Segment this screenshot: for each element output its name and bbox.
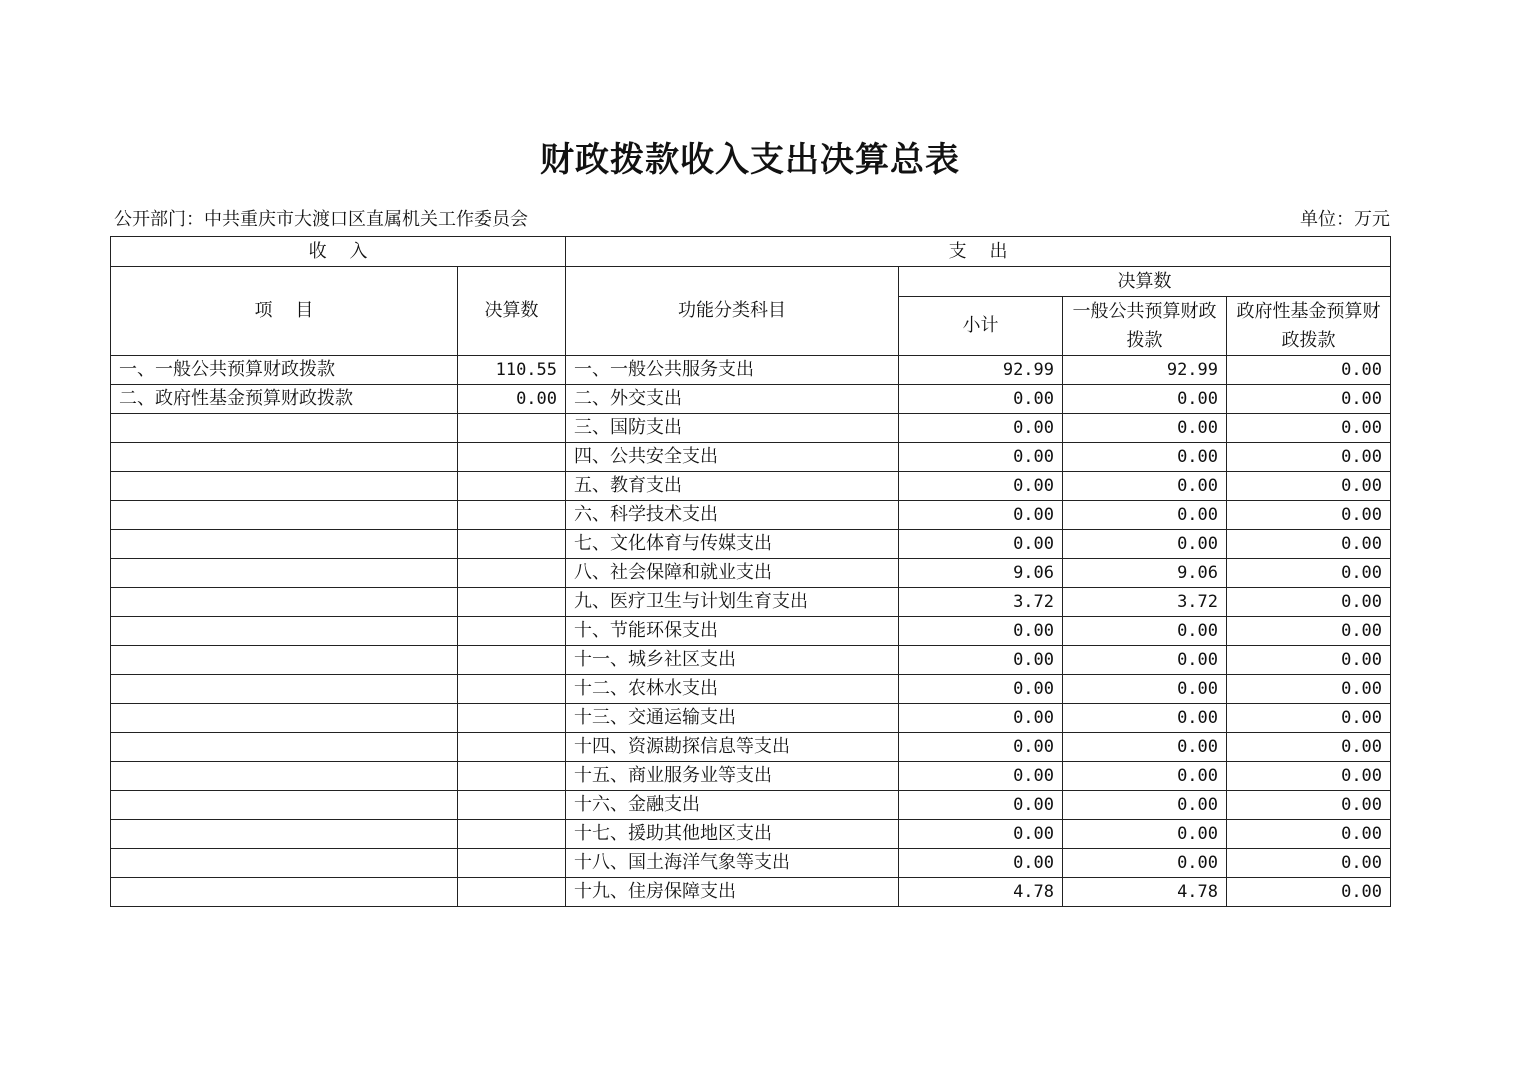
- expense-subtotal-cell: 0.00: [899, 704, 1063, 733]
- expense-general-cell: 0.00: [1063, 733, 1227, 762]
- expense-fund-cell: 0.00: [1227, 356, 1391, 385]
- income-amount-cell: [458, 530, 566, 559]
- expense-subtotal-cell: 9.06: [899, 559, 1063, 588]
- expense-general-cell: 0.00: [1063, 646, 1227, 675]
- income-item-cell: [111, 820, 458, 849]
- income-amount-cell: [458, 559, 566, 588]
- general-budget-header: 一般公共预算财政拨款: [1063, 297, 1227, 356]
- income-amount-cell: [458, 501, 566, 530]
- expense-general-cell: 0.00: [1063, 472, 1227, 501]
- income-amount-cell: [458, 472, 566, 501]
- expense-fund-cell: 0.00: [1227, 588, 1391, 617]
- expense-general-cell: 0.00: [1063, 617, 1227, 646]
- income-amount-cell: [458, 820, 566, 849]
- expense-name-cell: 六、科学技术支出: [566, 501, 899, 530]
- table-row: [111, 443, 1391, 472]
- expense-fund-cell: 0.00: [1227, 501, 1391, 530]
- expense-name-cell: 十七、援助其他地区支出: [566, 820, 899, 849]
- expense-fund-cell: 0.00: [1227, 878, 1391, 907]
- expense-general-cell: 0.00: [1063, 414, 1227, 443]
- expense-fund-cell: 0.00: [1227, 530, 1391, 559]
- expense-name-cell: 十五、商业服务业等支出: [566, 762, 899, 791]
- report-title: 财政拨款收入支出决算总表: [540, 140, 960, 180]
- income-amount-cell: [458, 704, 566, 733]
- expense-fund-cell: 0.00: [1227, 762, 1391, 791]
- expense-subtotal-cell: 92.99: [899, 356, 1063, 385]
- income-header: 收 入: [111, 237, 566, 267]
- expense-subtotal-cell: 0.00: [899, 646, 1063, 675]
- expense-fund-cell: 0.00: [1227, 646, 1391, 675]
- income-item-cell: 一、一般公共预算财政拨款: [111, 356, 458, 385]
- expense-subtotal-cell: 0.00: [899, 733, 1063, 762]
- expense-general-cell: 0.00: [1063, 530, 1227, 559]
- expense-name-cell: 七、文化体育与传媒支出: [566, 530, 899, 559]
- table-row: [111, 356, 1391, 385]
- income-item-cell: 二、政府性基金预算财政拨款: [111, 385, 458, 414]
- expense-general-cell: 3.72: [1063, 588, 1227, 617]
- expense-header: 支 出: [566, 237, 1391, 267]
- expense-general-cell: 0.00: [1063, 675, 1227, 704]
- expense-subtotal-cell: 3.72: [899, 588, 1063, 617]
- income-amount-cell: [458, 617, 566, 646]
- income-item-cell: [111, 559, 458, 588]
- income-amount-cell: [458, 443, 566, 472]
- income-item-cell: [111, 530, 458, 559]
- expense-subtotal-cell: 0.00: [899, 675, 1063, 704]
- income-item-cell: [111, 733, 458, 762]
- expense-subtotal-cell: 4.78: [899, 878, 1063, 907]
- expense-subtotal-cell: 0.00: [899, 849, 1063, 878]
- expense-name-cell: 十三、交通运输支出: [566, 704, 899, 733]
- income-item-cell: [111, 849, 458, 878]
- income-item-cell: [111, 762, 458, 791]
- expense-fund-cell: 0.00: [1227, 820, 1391, 849]
- table-row: [111, 559, 1391, 588]
- income-item-cell: [111, 617, 458, 646]
- expense-general-cell: 0.00: [1063, 704, 1227, 733]
- expense-name-cell: 八、社会保障和就业支出: [566, 559, 899, 588]
- expense-subtotal-cell: 0.00: [899, 820, 1063, 849]
- expense-general-cell: 0.00: [1063, 762, 1227, 791]
- income-amount-cell: [458, 733, 566, 762]
- expense-name-cell: 二、外交支出: [566, 385, 899, 414]
- expense-general-cell: 0.00: [1063, 820, 1227, 849]
- expense-subtotal-cell: 0.00: [899, 385, 1063, 414]
- expense-fund-cell: 0.00: [1227, 559, 1391, 588]
- expense-name-cell: 十八、国土海洋气象等支出: [566, 849, 899, 878]
- table-row: [111, 501, 1391, 530]
- income-item-cell: [111, 588, 458, 617]
- income-amount-cell: [458, 675, 566, 704]
- table-row: [111, 530, 1391, 559]
- income-item-cell: [111, 646, 458, 675]
- income-amount-cell: [458, 588, 566, 617]
- unit-label: 单位：万元: [1300, 209, 1390, 230]
- table-row: [111, 704, 1391, 733]
- table-row: [111, 675, 1391, 704]
- expense-fund-cell: 0.00: [1227, 733, 1391, 762]
- expense-name-cell: 九、医疗卫生与计划生育支出: [566, 588, 899, 617]
- function-header: 功能分类科目: [566, 267, 899, 356]
- expense-fund-cell: 0.00: [1227, 675, 1391, 704]
- expense-subtotal-cell: 0.00: [899, 762, 1063, 791]
- income-amount-cell: 110.55: [458, 356, 566, 385]
- income-amount-cell: [458, 646, 566, 675]
- expense-subtotal-cell: 0.00: [899, 414, 1063, 443]
- expense-name-cell: 十一、城乡社区支出: [566, 646, 899, 675]
- expense-general-cell: 0.00: [1063, 849, 1227, 878]
- income-item-cell: [111, 472, 458, 501]
- income-amount-cell: [458, 791, 566, 820]
- table-row: [111, 762, 1391, 791]
- expense-name-cell: 五、教育支出: [566, 472, 899, 501]
- table-row: [111, 878, 1391, 907]
- income-amount-cell: [458, 762, 566, 791]
- expense-fund-cell: 0.00: [1227, 617, 1391, 646]
- expense-fund-cell: 0.00: [1227, 791, 1391, 820]
- income-item-cell: [111, 878, 458, 907]
- table-row: [111, 791, 1391, 820]
- expense-name-cell: 十六、金融支出: [566, 791, 899, 820]
- expense-general-cell: 0.00: [1063, 791, 1227, 820]
- income-amount-cell: [458, 414, 566, 443]
- expense-subtotal-cell: 0.00: [899, 791, 1063, 820]
- income-amount-cell: [458, 849, 566, 878]
- expense-general-cell: 9.06: [1063, 559, 1227, 588]
- table-row: [111, 617, 1391, 646]
- table-row: [111, 385, 1391, 414]
- budget-table: [110, 236, 1391, 907]
- final-amount-header: 决算数: [899, 267, 1391, 297]
- expense-name-cell: 四、公共安全支出: [566, 443, 899, 472]
- expense-name-cell: 十九、住房保障支出: [566, 878, 899, 907]
- expense-name-cell: 十二、农林水支出: [566, 675, 899, 704]
- expense-fund-cell: 0.00: [1227, 849, 1391, 878]
- expense-name-cell: 十四、资源勘探信息等支出: [566, 733, 899, 762]
- expense-subtotal-cell: 0.00: [899, 617, 1063, 646]
- expense-subtotal-cell: 0.00: [899, 530, 1063, 559]
- expense-general-cell: 0.00: [1063, 443, 1227, 472]
- item-header: 项 目: [111, 267, 458, 356]
- fund-budget-header: 政府性基金预算财政拨款: [1227, 297, 1391, 356]
- income-amount-cell: [458, 878, 566, 907]
- expense-subtotal-cell: 0.00: [899, 501, 1063, 530]
- expense-subtotal-cell: 0.00: [899, 472, 1063, 501]
- table-row: [111, 733, 1391, 762]
- expense-name-cell: 十、节能环保支出: [566, 617, 899, 646]
- table-row: [111, 820, 1391, 849]
- table-row: [111, 646, 1391, 675]
- department-label: 公开部门：中共重庆市大渡口区直属机关工作委员会: [114, 209, 528, 230]
- expense-general-cell: 92.99: [1063, 356, 1227, 385]
- table-row: [111, 414, 1391, 443]
- table-row: [111, 849, 1391, 878]
- expense-general-cell: 4.78: [1063, 878, 1227, 907]
- table-row: [111, 588, 1391, 617]
- expense-name-cell: 一、一般公共服务支出: [566, 356, 899, 385]
- expense-fund-cell: 0.00: [1227, 704, 1391, 733]
- income-amount-cell: 0.00: [458, 385, 566, 414]
- amount-header: 决算数: [458, 267, 566, 356]
- income-item-cell: [111, 791, 458, 820]
- table-row: [111, 472, 1391, 501]
- income-item-cell: [111, 501, 458, 530]
- expense-fund-cell: 0.00: [1227, 443, 1391, 472]
- subtotal-header: 小计: [899, 297, 1063, 356]
- expense-general-cell: 0.00: [1063, 385, 1227, 414]
- expense-subtotal-cell: 0.00: [899, 443, 1063, 472]
- expense-fund-cell: 0.00: [1227, 385, 1391, 414]
- expense-name-cell: 三、国防支出: [566, 414, 899, 443]
- income-item-cell: [111, 704, 458, 733]
- income-item-cell: [111, 675, 458, 704]
- income-item-cell: [111, 443, 458, 472]
- expense-fund-cell: 0.00: [1227, 414, 1391, 443]
- income-item-cell: [111, 414, 458, 443]
- expense-fund-cell: 0.00: [1227, 472, 1391, 501]
- expense-general-cell: 0.00: [1063, 501, 1227, 530]
